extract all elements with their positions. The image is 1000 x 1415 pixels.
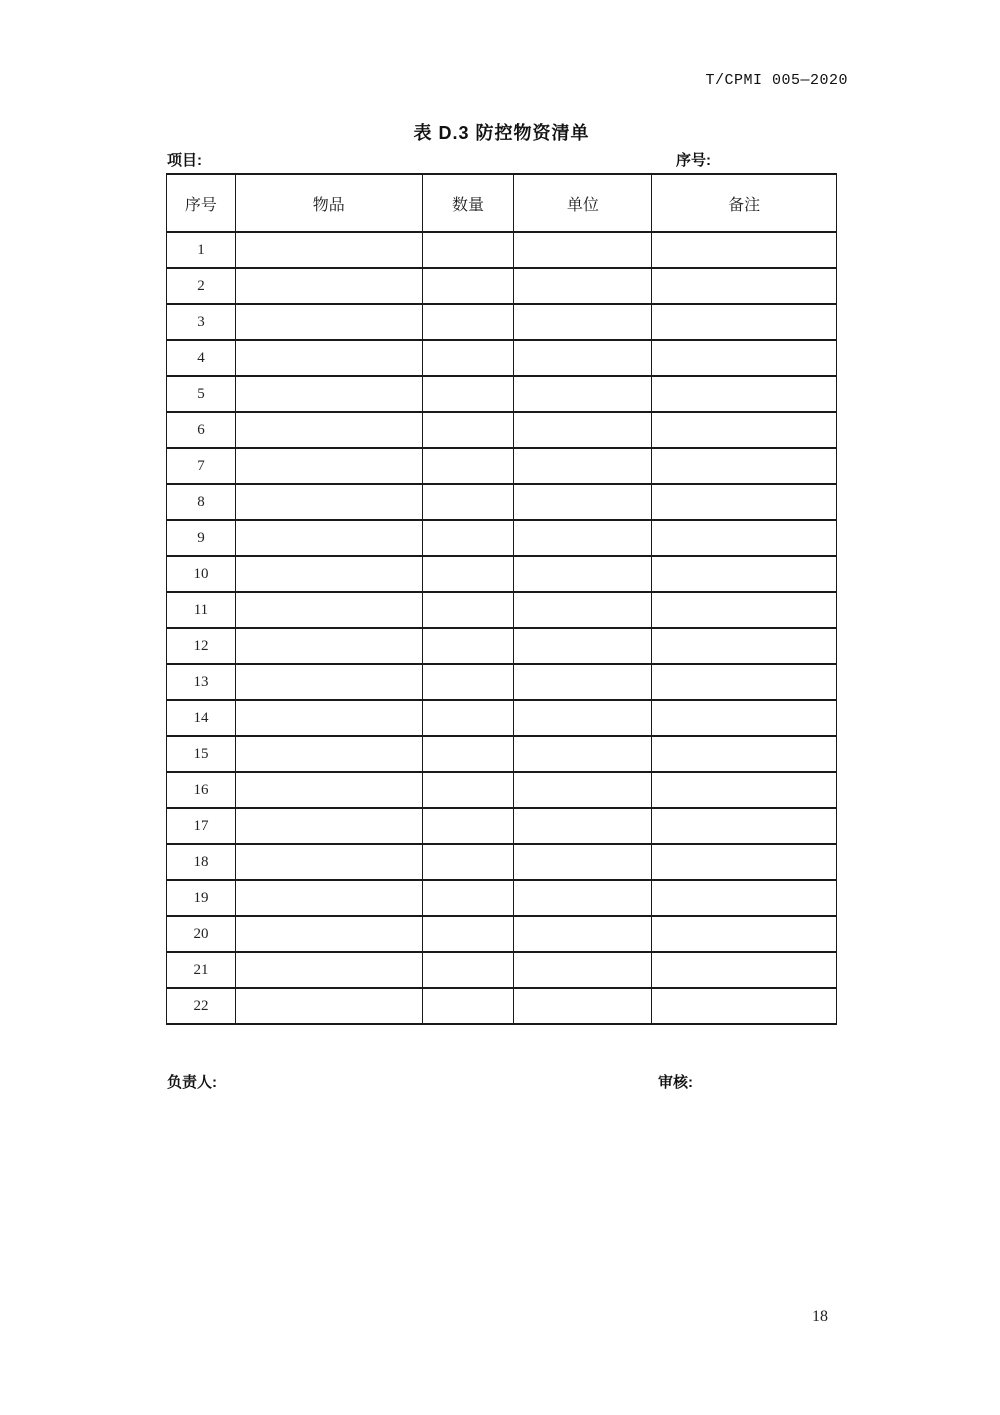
remarks-cell bbox=[652, 664, 837, 700]
unit-cell bbox=[514, 988, 652, 1024]
row-number-cell: 5 bbox=[167, 376, 236, 412]
table-row bbox=[167, 556, 837, 592]
table-row bbox=[167, 700, 837, 736]
row-number-cell: 3 bbox=[167, 304, 236, 340]
review-label: 审核: bbox=[658, 1074, 693, 1091]
quantity-cell bbox=[422, 844, 514, 880]
quantity-cell bbox=[422, 340, 514, 376]
row-number-cell: 16 bbox=[167, 772, 236, 808]
page-number: 18 bbox=[812, 1308, 828, 1325]
table-row bbox=[167, 628, 837, 664]
row-number-cell: 18 bbox=[167, 844, 236, 880]
unit-cell bbox=[514, 520, 652, 556]
table-title: 表 D.3 防控物资清单 bbox=[413, 123, 590, 143]
row-number-cell: 13 bbox=[167, 664, 236, 700]
quantity-cell bbox=[422, 268, 514, 304]
item-cell bbox=[235, 268, 422, 304]
remarks-cell bbox=[652, 736, 837, 772]
remarks-cell bbox=[652, 268, 837, 304]
unit-cell bbox=[514, 376, 652, 412]
unit-cell bbox=[514, 664, 652, 700]
quantity-cell bbox=[422, 952, 514, 988]
remarks-cell bbox=[652, 700, 837, 736]
row-number-cell: 9 bbox=[167, 520, 236, 556]
serial-label: 序号: bbox=[676, 152, 711, 169]
table-header bbox=[167, 174, 837, 232]
header-row bbox=[167, 174, 837, 232]
table-row bbox=[167, 376, 837, 412]
row-number-cell: 4 bbox=[167, 340, 236, 376]
quantity-cell bbox=[422, 484, 514, 520]
unit-cell bbox=[514, 808, 652, 844]
item-cell bbox=[235, 916, 422, 952]
quantity-cell bbox=[422, 592, 514, 628]
column-header-qty: 数量 bbox=[422, 174, 514, 232]
remarks-cell bbox=[652, 880, 837, 916]
unit-cell bbox=[514, 340, 652, 376]
row-number-cell: 10 bbox=[167, 556, 236, 592]
unit-cell bbox=[514, 304, 652, 340]
table-row bbox=[167, 268, 837, 304]
unit-cell bbox=[514, 916, 652, 952]
unit-cell bbox=[514, 844, 652, 880]
quantity-cell bbox=[422, 808, 514, 844]
remarks-cell bbox=[652, 952, 837, 988]
remarks-cell bbox=[652, 340, 837, 376]
table-row bbox=[167, 340, 837, 376]
row-number-cell: 17 bbox=[167, 808, 236, 844]
remarks-cell bbox=[652, 988, 837, 1024]
item-cell bbox=[235, 808, 422, 844]
item-cell bbox=[235, 556, 422, 592]
item-cell bbox=[235, 484, 422, 520]
quantity-cell bbox=[422, 448, 514, 484]
remarks-cell bbox=[652, 916, 837, 952]
materials-table bbox=[166, 173, 837, 1025]
item-cell bbox=[235, 844, 422, 880]
row-number-cell: 2 bbox=[167, 268, 236, 304]
unit-cell bbox=[514, 700, 652, 736]
table-row bbox=[167, 448, 837, 484]
row-number-cell: 20 bbox=[167, 916, 236, 952]
remarks-cell bbox=[652, 628, 837, 664]
remarks-cell bbox=[652, 448, 837, 484]
quantity-cell bbox=[422, 988, 514, 1024]
item-cell bbox=[235, 736, 422, 772]
quantity-cell bbox=[422, 376, 514, 412]
quantity-cell bbox=[422, 880, 514, 916]
table-row bbox=[167, 412, 837, 448]
item-cell bbox=[235, 376, 422, 412]
quantity-cell bbox=[422, 700, 514, 736]
remarks-cell bbox=[652, 556, 837, 592]
table-row bbox=[167, 772, 837, 808]
item-cell bbox=[235, 988, 422, 1024]
unit-cell bbox=[514, 268, 652, 304]
unit-cell bbox=[514, 736, 652, 772]
remarks-cell bbox=[652, 304, 837, 340]
column-header-item: 物品 bbox=[235, 174, 422, 232]
unit-cell bbox=[514, 772, 652, 808]
item-cell bbox=[235, 664, 422, 700]
quantity-cell bbox=[422, 664, 514, 700]
table-row bbox=[167, 952, 837, 988]
table-row bbox=[167, 664, 837, 700]
quantity-cell bbox=[422, 916, 514, 952]
item-cell bbox=[235, 592, 422, 628]
item-cell bbox=[235, 880, 422, 916]
table-row bbox=[167, 844, 837, 880]
table-body bbox=[167, 232, 837, 1024]
table-row bbox=[167, 232, 837, 268]
item-cell bbox=[235, 340, 422, 376]
table-row bbox=[167, 916, 837, 952]
unit-cell bbox=[514, 952, 652, 988]
unit-cell bbox=[514, 592, 652, 628]
table-row bbox=[167, 880, 837, 916]
row-number-cell: 1 bbox=[167, 232, 236, 268]
remarks-cell bbox=[652, 232, 837, 268]
project-label: 项目: bbox=[167, 152, 202, 169]
table-row bbox=[167, 592, 837, 628]
quantity-cell bbox=[422, 520, 514, 556]
row-number-cell: 19 bbox=[167, 880, 236, 916]
row-number-cell: 21 bbox=[167, 952, 236, 988]
row-number-cell: 11 bbox=[167, 592, 236, 628]
table-row bbox=[167, 736, 837, 772]
unit-cell bbox=[514, 628, 652, 664]
remarks-cell bbox=[652, 844, 837, 880]
quantity-cell bbox=[422, 772, 514, 808]
item-cell bbox=[235, 232, 422, 268]
item-cell bbox=[235, 952, 422, 988]
table-row bbox=[167, 988, 837, 1024]
quantity-cell bbox=[422, 232, 514, 268]
table-row bbox=[167, 520, 837, 556]
unit-cell bbox=[514, 880, 652, 916]
item-cell bbox=[235, 628, 422, 664]
table-row bbox=[167, 304, 837, 340]
column-header-num: 序号 bbox=[167, 174, 236, 232]
quantity-cell bbox=[422, 412, 514, 448]
item-cell bbox=[235, 304, 422, 340]
quantity-cell bbox=[422, 556, 514, 592]
remarks-cell bbox=[652, 772, 837, 808]
row-number-cell: 7 bbox=[167, 448, 236, 484]
item-cell bbox=[235, 520, 422, 556]
remarks-cell bbox=[652, 412, 837, 448]
row-number-cell: 15 bbox=[167, 736, 236, 772]
row-number-cell: 22 bbox=[167, 988, 236, 1024]
quantity-cell bbox=[422, 304, 514, 340]
unit-cell bbox=[514, 484, 652, 520]
quantity-cell bbox=[422, 628, 514, 664]
unit-cell bbox=[514, 232, 652, 268]
remarks-cell bbox=[652, 808, 837, 844]
row-number-cell: 8 bbox=[167, 484, 236, 520]
item-cell bbox=[235, 700, 422, 736]
row-number-cell: 12 bbox=[167, 628, 236, 664]
remarks-cell bbox=[652, 376, 837, 412]
remarks-cell bbox=[652, 520, 837, 556]
item-cell bbox=[235, 448, 422, 484]
responsible-label: 负责人: bbox=[167, 1074, 217, 1091]
table-row bbox=[167, 484, 837, 520]
table-row bbox=[167, 808, 837, 844]
item-cell bbox=[235, 412, 422, 448]
item-cell bbox=[235, 772, 422, 808]
remarks-cell bbox=[652, 484, 837, 520]
remarks-cell bbox=[652, 592, 837, 628]
doc-code: T/CPMI 005—2020 bbox=[705, 72, 848, 89]
row-number-cell: 6 bbox=[167, 412, 236, 448]
unit-cell bbox=[514, 556, 652, 592]
row-number-cell: 14 bbox=[167, 700, 236, 736]
column-header-remarks: 备注 bbox=[652, 174, 837, 232]
unit-cell bbox=[514, 412, 652, 448]
column-header-unit: 单位 bbox=[514, 174, 652, 232]
quantity-cell bbox=[422, 736, 514, 772]
unit-cell bbox=[514, 448, 652, 484]
